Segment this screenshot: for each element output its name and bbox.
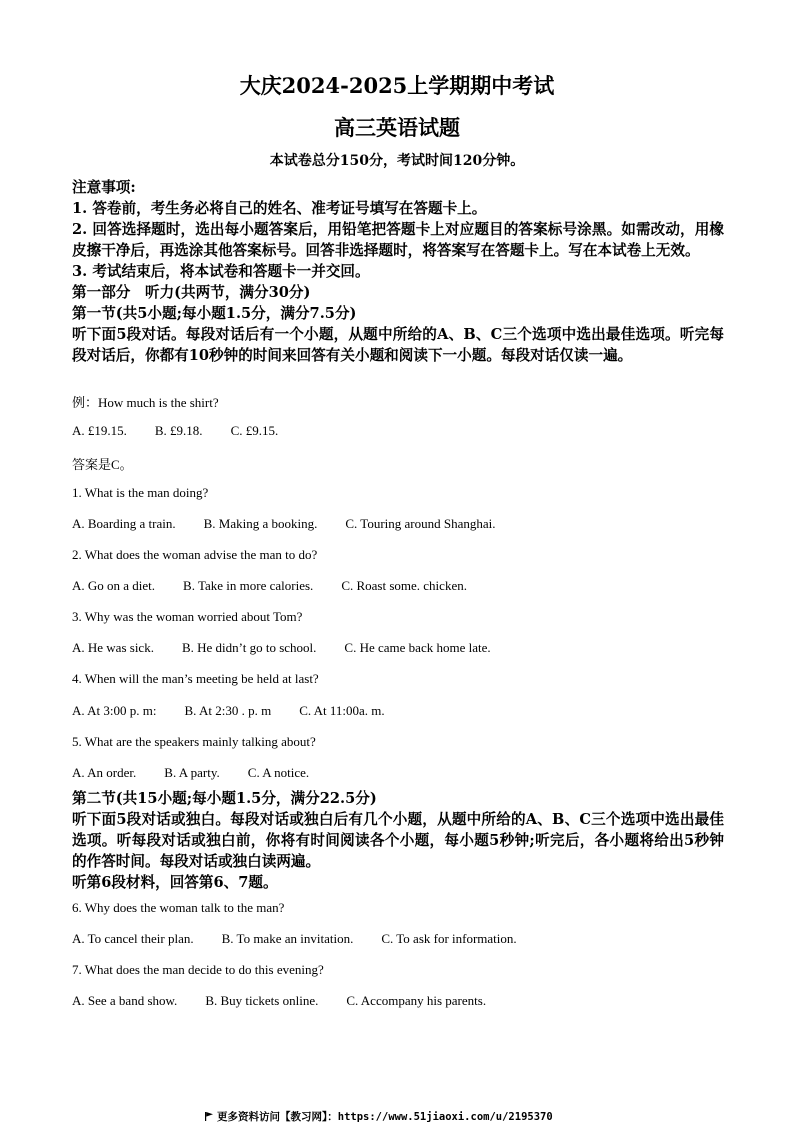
question-5-options — [72, 765, 337, 781]
option-c: C. Roast some. chicken. — [341, 578, 467, 593]
option-b: B. To make an invitation. — [221, 931, 354, 946]
question-1: 1. What is the man doing? — [72, 485, 209, 500]
question-4-options — [72, 703, 413, 719]
section2-heading: 第二节(共15小题;每小题1.5分，满分22.5分) — [72, 790, 377, 807]
notes-block — [72, 177, 724, 366]
option-c: C. He came back home late. — [344, 640, 491, 655]
question-6: 6. Why does the woman talk to the man? — [72, 900, 285, 915]
notes-heading: 注意事项: — [72, 179, 136, 196]
option-c: C. Touring around Shanghai. — [345, 516, 496, 531]
question-3: 3. Why was the woman worried about Tom? — [72, 609, 303, 624]
footer — [205, 1109, 553, 1124]
section2-instructions: 听下面5段对话或独白。每段对话或独白后有几个小题，从题中所给的A、B、C三个选项中选出最佳选项。听每段对话或独白前，你将有时间阅读各个小题，每小题5秒钟;听完后，各小题将给出5秒钟的作答时间。每段对话或独白读两遍。 — [72, 811, 724, 870]
option-b: B. Take in more calories. — [183, 578, 314, 593]
part1-heading: 第一部分 听力(共两节，满分30分) — [72, 284, 311, 301]
note-item-1: 1. 答卷前，考生务必将自己的姓名、准考证号填写在答题卡上。 — [72, 200, 487, 217]
option-b: B. Buy tickets online. — [205, 993, 319, 1008]
option-b: B. £9.18. — [154, 423, 203, 438]
exam-subtitle: 高三英语试题 — [334, 115, 460, 140]
exam-info: 本试卷总分150分，考试时间120分钟。 — [269, 153, 525, 169]
option-a: A. He was sick. — [72, 640, 154, 655]
question-5: 5. What are the speakers mainly talking about? — [72, 734, 316, 749]
option-a: A. To cancel their plan. — [72, 931, 194, 946]
option-c: C. To ask for information. — [381, 931, 517, 946]
option-b: B. He didn’t go to school. — [181, 640, 317, 655]
option-c: C. A notice. — [247, 765, 310, 780]
question-7-options — [72, 993, 514, 1009]
question-4: 4. When will the man’s meeting be held at last? — [72, 671, 319, 686]
option-a: A. At 3:00 p. m: — [72, 703, 157, 718]
option-a: A. An order. — [72, 765, 137, 780]
option-b: B. At 2:30 . p. m — [184, 703, 272, 718]
note-item-2: 2. 回答选择题时，选出每小题答案后，用铅笔把答题卡上对应题目的答案标号涂黑。如需改动，用橡皮擦干净后，再选涂其他答案标号。回答非选择题时，将答案写在答题卡上。写在本试卷上无效。 — [72, 221, 724, 259]
question-6-options — [72, 931, 545, 947]
section1-instructions: 听下面5段对话。每段对话后有一个小题，从题中所给的A、B、C三个选项中选出最佳选项。听完每段对话后，你都有10秒钟的时间来回答有关小题和阅读下一小题。每段对话仅读一遍。 — [72, 326, 724, 364]
option-c: C. £9.15. — [230, 423, 279, 438]
section2-block — [72, 788, 724, 893]
question-2: 2. What does the woman advise the man to do? — [72, 547, 318, 562]
flag-icon — [205, 1112, 213, 1121]
footer-link[interactable]: 更多资料访问【教习网】：https://www.51jiaoxi.com/u/2195370 — [217, 1111, 553, 1123]
material-6-heading: 听第6段材料，回答第6、7题。 — [72, 874, 278, 891]
section1-heading: 第一节(共5小题;每小题1.5分，满分7.5分) — [72, 305, 357, 322]
option-a: A. See a band show. — [72, 993, 178, 1008]
option-a: A. Boarding a train. — [72, 516, 176, 531]
question-3-options — [72, 640, 519, 656]
question-1-options — [72, 516, 524, 532]
question-2-options — [72, 578, 495, 594]
option-c: C. Accompany his parents. — [346, 993, 487, 1008]
example-question: 例：How much is the shirt? — [72, 395, 219, 410]
question-7: 7. What does the man decide to do this evening? — [72, 962, 324, 977]
option-c: C. At 11:00a. m. — [299, 703, 385, 718]
exam-title: 大庆2024-2025上学期期中考试 — [239, 73, 555, 98]
option-b: B. A party. — [164, 765, 220, 780]
note-item-3: 3. 考试结束后，将本试卷和答题卡一并交回。 — [72, 263, 370, 280]
option-a: A. Go on a diet. — [72, 578, 156, 593]
example-answer: 答案是C。 — [72, 457, 133, 472]
example-options — [72, 423, 306, 439]
option-a: A. £19.15. — [72, 423, 127, 438]
option-b: B. Making a booking. — [203, 516, 318, 531]
